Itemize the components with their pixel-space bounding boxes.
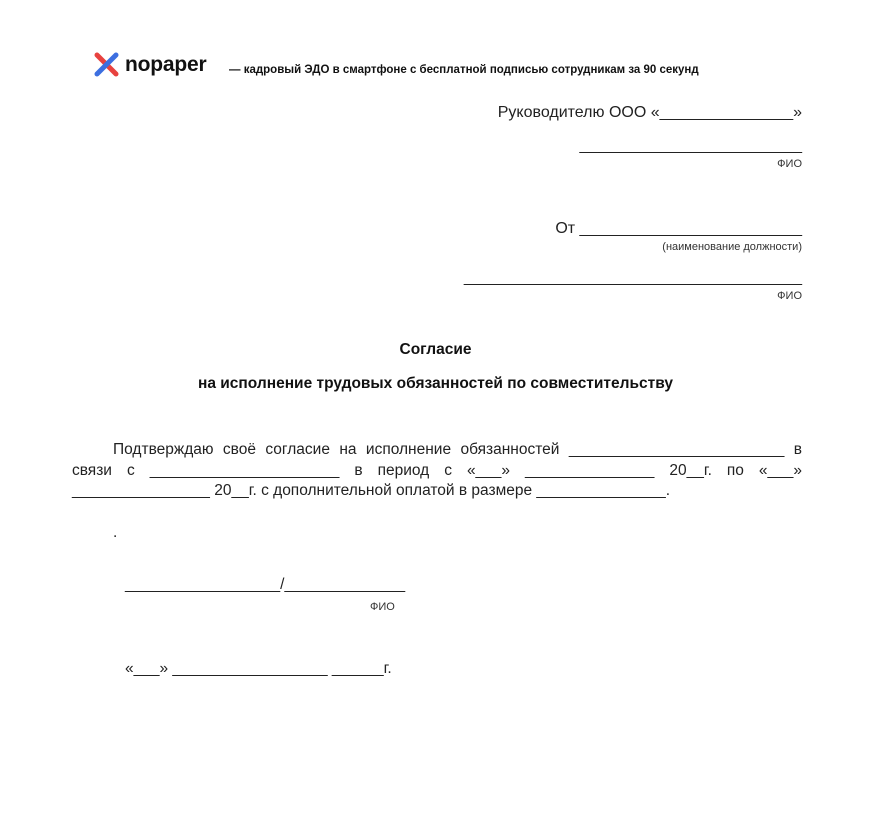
sender-name-line: ______________________________________ xyxy=(463,269,802,286)
sender-position-caption: (наименование должности) xyxy=(662,241,802,253)
addressee-name-caption: ФИО xyxy=(777,158,802,170)
consent-text: Подтверждаю своё согласие на исполнение обязанностей _________________________ в связи с ______________________ в период с «___» _______________ 20__г. по «___» ________________ 20__г. с дополнительной оплатой в размере _______________. xyxy=(72,441,802,499)
nopaper-x-icon xyxy=(94,52,119,77)
signature-line: __________________/______________ xyxy=(125,576,406,593)
addressee-name-line: _________________________ xyxy=(579,137,802,154)
signature-caption: ФИО xyxy=(370,601,395,613)
addressee-line: Руководителю ООО «_______________» xyxy=(497,104,802,121)
brand-logo xyxy=(94,52,206,77)
paragraph-dot: . xyxy=(113,524,118,541)
document-title: Согласие xyxy=(399,341,472,358)
sender-name-caption: ФИО xyxy=(777,290,802,302)
brand-tagline: — кадровый ЭДО в смартфоне с бесплатной подписью сотрудникам за 90 секунд xyxy=(229,64,699,76)
brand-name: nopaper xyxy=(125,52,207,76)
document-subtitle: на исполнение трудовых обязанностей по совместительству xyxy=(197,375,673,392)
sender-line: От _________________________ xyxy=(555,220,802,237)
consent-paragraph xyxy=(72,440,802,502)
date-line: «___» __________________ ______г. xyxy=(125,660,392,677)
